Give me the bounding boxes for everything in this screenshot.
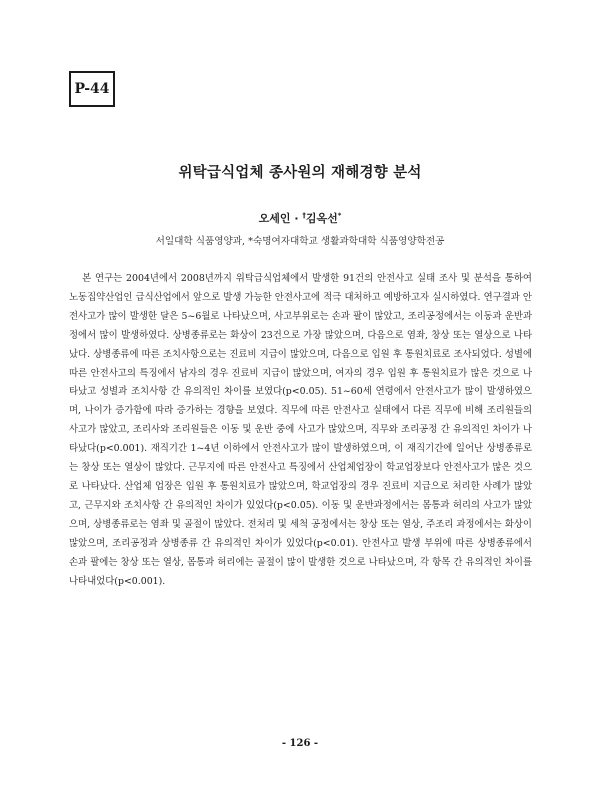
poster-id-box: P-44 — [69, 71, 115, 107]
page-number: - 126 - — [281, 738, 319, 749]
abstract-body — [69, 270, 532, 591]
abstract-paragraph: 본 연구는 2004년에서 2008년까지 위탁급식업체에서 발생한 91건의 안전사고 실태 조사 및 분석을 통하여 노동집약산업인 급식산업에서 앞으로 발생 가능한 안전사고에 적극 대처하고 예방하고자 실시하였다. 연구결과 안전사고가 많이 발생한 달은 5~6월로 나타났으며, 사고부위로는 손과 팔이 많았고, 조리공정에서는 이동과 운반과정에서 많이 발생하였다. 상병종류로는 화상이 23건으로 가장 많았으며, 다음으로 염좌, 창상 또는 열상으로 나타났다. 상병종류에 따른 조치사항으로는 진료비 지급이 많았으며, 다음으로 입원 후 통원치료로 조사되었다. 성별에 따른 안전사고의 특징에서 남자의 경우 진료비 지급이 많았으며, 여자의 경우 입원 후 통원치료가 많은 것으로 나타났고 성별과 조치사항 간 유의적인 차이를 보였다(p<0.05). 51~60세 연령에서 안전사고가 많이 발생하였으며, 나이가 증가함에 따라 증가하는 경향을 보였다. 직무에 따른 안전사고 실태에서 다른 직무에 비해 조리원들의 사고가 많았고, 조리사와 조리원들은 이동 및 운반 중에 사고가 많았으며, 직무와 조리공정 간 유의적인 차이가 나타났다(p<0.001). 재직기간 1~4년 이하에서 안전사고가 많이 발생하였으며, 이 재직기간에 일어난 상병종류로는 창상 또는 열상이 많았다. 근무지에 따른 안전사고 특징에서 산업체업장이 학교업장보다 안전사고가 많은 것으로 나타났다. 산업체 업장은 입원 후 통원치료가 많았으며, 학교업장의 경우 진료비 지급으로 처리한 사례가 많았고, 근무지와 조치사항 간 유의적인 차이가 있었다(p<0.05). 이동 및 운반과정에서는 몸통과 허리의 사고가 많았으며, 상병종류로는 염좌 및 골절이 많았다. 전처리 및 세척 공정에서는 창상 또는 열상, 주조리 과정에서는 화상이 많았으며, 조리공정과 상병종류 간 유의적인 차이가 있었다(p<0.01). 안전사고 발생 부위에 따른 상병종류에서 손과 팔에는 창상 또는 열상, 몸통과 허리에는 골절이 많이 발생한 것으로 나타났으며, 각 항목 간 유의적인 차이를 나타내었다(p<0.001). — [69, 273, 532, 587]
author-line — [0, 210, 600, 226]
author-separator: · — [290, 212, 303, 225]
author-first: 오세인 — [258, 212, 291, 225]
affiliation-line: 서일대학 식품영양과, *숙명여자대학교 생활과학대학 식품영양학전공 — [155, 236, 445, 247]
paper-title: 위탁급식업체 종사원의 재해경향 분석 — [178, 165, 422, 181]
author-second: 김옥선 — [305, 212, 338, 225]
corresponding-author-mark: † — [302, 211, 306, 220]
affiliation-mark: * — [337, 211, 342, 220]
